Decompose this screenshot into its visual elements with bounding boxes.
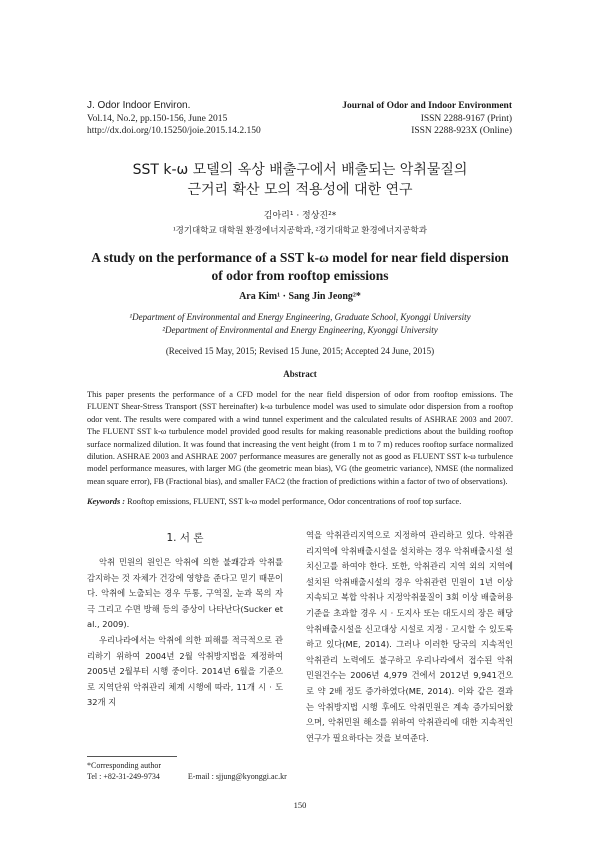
- korean-affiliation: ¹경기대학교 대학원 환경에너지공학과, ²경기대학교 환경에너지공학과: [173, 225, 427, 235]
- english-title: [80, 249, 520, 285]
- journal-abbrev: J. Odor Indoor Environ.: [87, 100, 191, 111]
- body-paragraph: 우리나라에서는 악취에 의한 피해를 적극적으로 관리하기 위하여 2004년 2월 악취방지법을 제정하여 2005년 2월부터 시행 중이다. 2014년 6월을 기준으로 지역단위 악취관리 체계 시행에 따라, 11개 시 · 도 32개 지: [87, 634, 283, 708]
- doi-link[interactable]: http://dx.doi.org/10.15250/joie.2015.14.2.150: [87, 126, 261, 136]
- affiliation-1: ¹Department of Environmental and Energy Engineering, Graduate School, Kyonggi University: [129, 312, 471, 322]
- page-number: 150: [293, 800, 307, 810]
- korean-title: [60, 160, 540, 200]
- english-title-line-2: of odor from rooftop emissions: [211, 268, 389, 283]
- keywords: [87, 496, 513, 508]
- section-heading: 1. 서 론: [166, 532, 204, 544]
- body-column-left: [87, 555, 283, 711]
- korean-title-line-2: 근거리 확산 모의 적용성에 대한 연구: [187, 182, 413, 198]
- korean-authors: 김아리¹ · 정상진²*: [263, 211, 337, 221]
- keywords-text: Rooftop emissions, FLUENT, SST k-ω model performance, Odor concentrations of roof top surface.: [127, 497, 462, 506]
- journal-header-right: [342, 100, 512, 138]
- journal-header-left: [87, 100, 261, 138]
- journal-name: Journal of Odor and Indoor Environment: [342, 101, 512, 111]
- body-column-right: [306, 528, 513, 746]
- affiliation-2: ²Department of Environmental and Energy Engineering, Kyonggi University: [162, 324, 438, 335]
- abstract-text: This paper presents the performance of a CFD model for the near field dispersion of odor from rooftop emissions. The FLUENT Shear-Stress Transport (SST hereinafter) k-ω turbulence model was used to simulate odor dispersion from a rooftop odor vent. The results were compared with a wind tunnel experiment and the calculated results of ASHRAE 2003 and 2007. The FLUENT SST k-ω turbulence model provided good results for making reasonable predictions about the building rooftop surface normalized dilution. It was found that increasing the vent height (from 1 m to 7 m) reduces rooftop surface normalized dilution. ASHRAE 2003 and ASHRAE 2007 performance measures are generally not as good as FLUENT SST k-ω turbulence model performance measures, with larger MG (the geometric mean bias), VG (the geometric variance), NMSE (the normalized mean square error), FB (Fractional bias), and smaller FAC2 (the fraction of predictions within a factor of two of observations).: [87, 390, 513, 486]
- telephone: Tel : +82-31-249-9734: [87, 772, 160, 781]
- english-authors: Ara Kim¹ · Sang Jin Jeong²*: [239, 291, 361, 302]
- body-paragraph: 역을 악취관리지역으로 지정하여 관리하고 있다. 악취관리지역에 악취배출시설을 설치하는 경우 악취배출시설 설치신고를 하여야 한다. 또한, 악취관리 지역 외의 지역에 설치된 악취배출시설의 경우 악취관련 민원이 1년 이상 지속되고 복합 악취나 지정악취물질이 3회 이상 배출허용기준을 초과할 경우 시 · 도지사 또는 대도시의 장은 해당 악취배출시설을 신고대상 시설로 지정 · 고시할 수 있도록 하고 있다(ME, 2014). 그러나 이러한 당국의 지속적인 악취관리 노력에도 불구하고 우리나라에서 접수된 악취 민원건수는 2006년 4,979 건에서 2012년 9,941건으로 약 2배 정도 증가하였다(ME, 2014). 이와 같은 결과는 악취방지법 시행 후에도 악취민원은 계속 증가되어왔으며, 악취민원 해소를 위하여 악취관리에 대한 지속적인 연구가 필요하다는 것을 보여준다.: [306, 530, 513, 743]
- korean-title-line-1: SST k-ω 모델의 옥상 배출구에서 배출되는 악취물질의: [132, 162, 468, 178]
- volume-info: Vol.14, No.2, pp.150-156, June 2015: [87, 113, 228, 124]
- english-affiliations: [0, 311, 600, 336]
- body-paragraph: 악취 민원의 원인은 악취에 의한 불쾌감과 악취를 감지하는 것 자체가 건강에 영향을 준다고 믿기 때문이다. 악취에 노출되는 경우 두통, 구역질, 눈과 목의 자극 그리고 수면 방해 등의 증상이 나타난다(Sucker et al., 2009).: [87, 557, 283, 630]
- footnote: [87, 760, 287, 782]
- issn-online: ISSN 2288-923X (Online): [411, 126, 512, 136]
- keywords-label: Keywords :: [87, 497, 126, 506]
- abstract-heading: Abstract: [283, 369, 317, 379]
- corresponding-author: *Corresponding author: [87, 761, 161, 770]
- received-dates: (Received 15 May, 2015; Revised 15 June, 2015; Accepted 24 June, 2015): [165, 346, 435, 356]
- issn-print: ISSN 2288-9167 (Print): [420, 113, 512, 124]
- footnote-divider: [87, 756, 177, 757]
- english-title-line-1: A study on the performance of a SST k-ω model for near field dispersion: [91, 250, 509, 265]
- email[interactable]: E-mail : sjjung@kyonggi.ac.kr: [187, 772, 287, 781]
